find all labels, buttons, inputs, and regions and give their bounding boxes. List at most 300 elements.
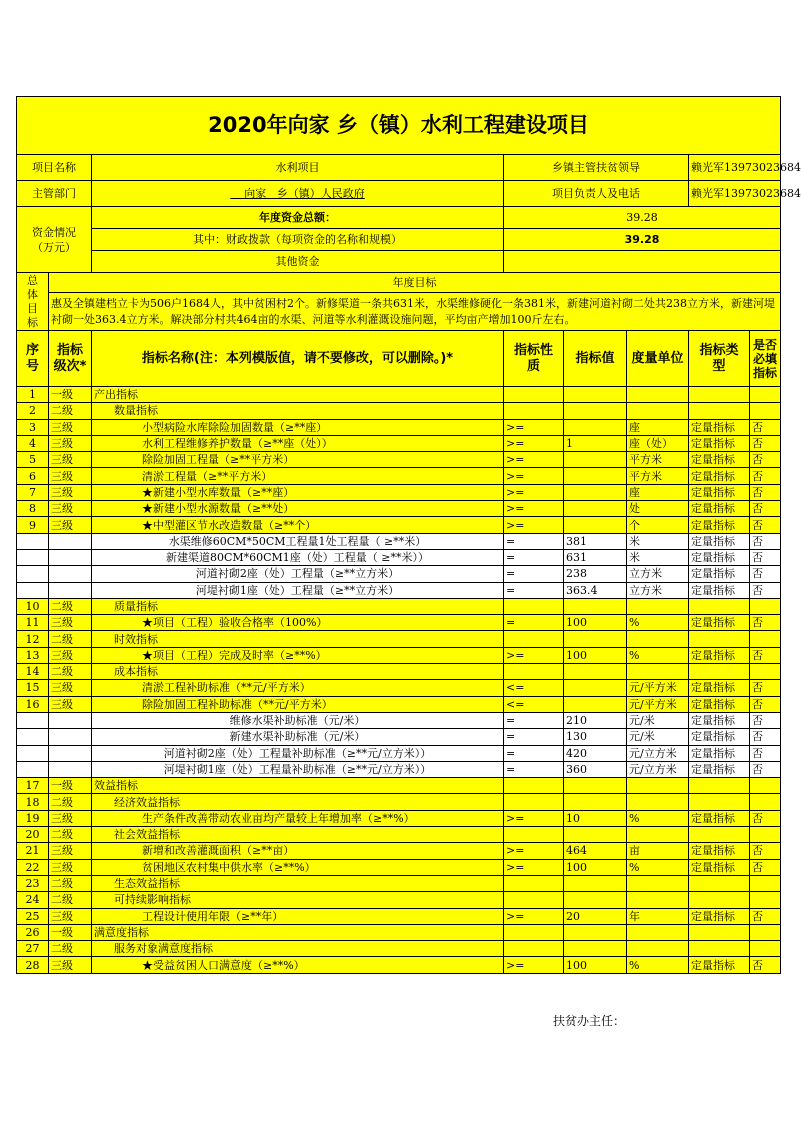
row-name: 时效指标 — [92, 631, 504, 647]
row-value: 100 — [564, 615, 627, 631]
row-unit: 米 — [627, 549, 689, 565]
row-nature: = — [504, 729, 564, 745]
col-value: 指标值 — [564, 331, 627, 387]
row-unit: 平方米 — [627, 468, 689, 484]
row-required: 否 — [750, 908, 781, 924]
row-nature: >= — [504, 468, 564, 484]
indicator-row — [17, 924, 781, 940]
row-nature: = — [504, 745, 564, 761]
indicator-row — [17, 517, 781, 533]
row-value — [564, 680, 627, 696]
row-unit — [627, 941, 689, 957]
goal-header: 年度目标 — [49, 273, 781, 293]
row-type — [689, 403, 750, 419]
row-level: 三级 — [49, 908, 92, 924]
row-seq: 18 — [17, 794, 49, 810]
indicator-row — [17, 468, 781, 484]
goal-side-label: 总 体 目 标 — [17, 273, 49, 331]
row-type: 定量指标 — [689, 761, 750, 777]
row-nature: = — [504, 533, 564, 549]
row-required — [750, 403, 781, 419]
person-value: 赖光军13973023684 — [689, 181, 781, 207]
indicator-row — [17, 892, 781, 908]
row-name: 除险加固工程补助标准（**元/平方米） — [92, 696, 504, 712]
row-seq: 2 — [17, 403, 49, 419]
row-seq: 14 — [17, 664, 49, 680]
row-nature — [504, 875, 564, 891]
row-seq: 5 — [17, 452, 49, 468]
row-nature — [504, 827, 564, 843]
row-value: 360 — [564, 761, 627, 777]
row-nature: >= — [504, 957, 564, 973]
row-value — [564, 664, 627, 680]
row-required — [750, 875, 781, 891]
row-required — [750, 664, 781, 680]
row-name: 小型病险水库除险加固数量（≥**座） — [92, 419, 504, 435]
row-unit: 立方米 — [627, 566, 689, 582]
row-unit: % — [627, 859, 689, 875]
row-required: 否 — [750, 680, 781, 696]
footer-signature: 扶贫办主任： — [553, 1014, 626, 1028]
row-unit: 元/米 — [627, 729, 689, 745]
row-seq: 10 — [17, 598, 49, 614]
row-nature: >= — [504, 908, 564, 924]
dept-value-text: 向家 乡（镇）人民政府 — [230, 187, 365, 200]
row-nature — [504, 631, 564, 647]
row-type: 定量指标 — [689, 859, 750, 875]
row-value — [564, 892, 627, 908]
row-unit: 处 — [627, 501, 689, 517]
row-value — [564, 501, 627, 517]
indicator-row — [17, 615, 781, 631]
row-value: 363.4 — [564, 582, 627, 598]
row-seq: 3 — [17, 419, 49, 435]
row-seq — [17, 729, 49, 745]
row-level: 三级 — [49, 680, 92, 696]
row-unit: 座 — [627, 484, 689, 500]
row-nature: >= — [504, 810, 564, 826]
row-seq: 9 — [17, 517, 49, 533]
row-unit — [627, 631, 689, 647]
goal-text: 惠及全镇建档立卡为506户1684人，其中贫困村2个。新修渠道一条共631米，水渠维修硬化一条381米，新建河道衬砌二处共238立方米，新建河堤衬砌一处363.4立方米。解决部分村共464亩的水渠、河道等水利灌溉设施问题，平均亩产增加100斤左右。 — [49, 293, 781, 331]
row-type: 定量指标 — [689, 696, 750, 712]
row-level: 二级 — [49, 794, 92, 810]
row-seq: 24 — [17, 892, 49, 908]
row-level: 三级 — [49, 859, 92, 875]
row-type: 定量指标 — [689, 468, 750, 484]
row-unit — [627, 924, 689, 940]
row-unit — [627, 778, 689, 794]
row-type — [689, 827, 750, 843]
row-value — [564, 598, 627, 614]
indicator-row — [17, 908, 781, 924]
row-value: 381 — [564, 533, 627, 549]
row-nature: = — [504, 615, 564, 631]
row-nature: >= — [504, 859, 564, 875]
row-nature — [504, 941, 564, 957]
row-seq — [17, 712, 49, 728]
row-seq — [17, 533, 49, 549]
row-seq: 8 — [17, 501, 49, 517]
row-required: 否 — [750, 517, 781, 533]
row-level: 三级 — [49, 696, 92, 712]
row-type — [689, 924, 750, 940]
row-required — [750, 631, 781, 647]
row-unit: 元/立方米 — [627, 761, 689, 777]
row-nature: <= — [504, 696, 564, 712]
funds-total-value: 39.28 — [504, 207, 781, 229]
row-type: 定量指标 — [689, 615, 750, 631]
row-unit: 立方米 — [627, 582, 689, 598]
row-nature: >= — [504, 484, 564, 500]
row-level: 二级 — [49, 941, 92, 957]
row-name: 社会效益指标 — [92, 827, 504, 843]
row-value — [564, 419, 627, 435]
row-level: 二级 — [49, 403, 92, 419]
row-required — [750, 598, 781, 614]
row-unit: 座 — [627, 419, 689, 435]
indicator-row — [17, 631, 781, 647]
row-value — [564, 403, 627, 419]
row-level: 三级 — [49, 810, 92, 826]
row-type — [689, 664, 750, 680]
row-unit: 米 — [627, 533, 689, 549]
row-type: 定量指标 — [689, 501, 750, 517]
row-unit: 个 — [627, 517, 689, 533]
row-required: 否 — [750, 452, 781, 468]
row-level — [49, 712, 92, 728]
funds-other-value — [504, 251, 781, 273]
row-required: 否 — [750, 615, 781, 631]
row-name: 生态效益指标 — [92, 875, 504, 891]
row-seq — [17, 566, 49, 582]
row-name: 经济效益指标 — [92, 794, 504, 810]
indicator-row — [17, 843, 781, 859]
indicator-row — [17, 435, 781, 451]
row-required: 否 — [750, 712, 781, 728]
col-name: 指标名称(注：本列模版值，请不要修改，可以删除。)* — [92, 331, 504, 387]
row-required — [750, 941, 781, 957]
row-seq: 26 — [17, 924, 49, 940]
indicator-row — [17, 680, 781, 696]
row-required: 否 — [750, 859, 781, 875]
funds-other-label: 其他资金 — [92, 251, 504, 273]
indicator-row — [17, 452, 781, 468]
row-seq: 28 — [17, 957, 49, 973]
row-seq: 7 — [17, 484, 49, 500]
row-type: 定量指标 — [689, 484, 750, 500]
row-unit — [627, 892, 689, 908]
row-value: 210 — [564, 712, 627, 728]
col-seq: 序 号 — [17, 331, 49, 387]
row-type: 定量指标 — [689, 647, 750, 663]
row-level: 二级 — [49, 827, 92, 843]
row-unit — [627, 598, 689, 614]
row-required: 否 — [750, 582, 781, 598]
row-required — [750, 827, 781, 843]
row-required: 否 — [750, 647, 781, 663]
row-required — [750, 924, 781, 940]
row-name: 成本指标 — [92, 664, 504, 680]
row-nature: = — [504, 566, 564, 582]
col-unit: 度量单位 — [627, 331, 689, 387]
row-value: 10 — [564, 810, 627, 826]
row-level: 二级 — [49, 631, 92, 647]
row-nature: >= — [504, 419, 564, 435]
row-required: 否 — [750, 843, 781, 859]
row-seq — [17, 745, 49, 761]
dept-value — [92, 181, 504, 207]
row-seq: 27 — [17, 941, 49, 957]
row-seq: 23 — [17, 875, 49, 891]
row-seq: 17 — [17, 778, 49, 794]
row-type: 定量指标 — [689, 582, 750, 598]
row-nature — [504, 794, 564, 810]
row-unit: 元/立方米 — [627, 745, 689, 761]
row-required: 否 — [750, 468, 781, 484]
indicator-row — [17, 778, 781, 794]
indicator-row — [17, 794, 781, 810]
row-unit — [627, 387, 689, 403]
indicator-row — [17, 582, 781, 598]
row-value — [564, 875, 627, 891]
row-required: 否 — [750, 696, 781, 712]
row-type — [689, 598, 750, 614]
row-type — [689, 387, 750, 403]
row-unit: % — [627, 615, 689, 631]
row-name: 水渠维修60CM*50CM工程量1处工程量（ ≥**米） — [92, 533, 504, 549]
person-label: 项目负责人及电话 — [504, 181, 689, 207]
row-type — [689, 631, 750, 647]
row-type: 定量指标 — [689, 549, 750, 565]
row-type: 定量指标 — [689, 712, 750, 728]
row-seq: 4 — [17, 435, 49, 451]
row-name: 新建水渠补助标准（元/米） — [92, 729, 504, 745]
row-name: 质量指标 — [92, 598, 504, 614]
indicator-row — [17, 957, 781, 973]
row-level: 三级 — [49, 419, 92, 435]
row-value: 20 — [564, 908, 627, 924]
row-value — [564, 631, 627, 647]
row-value: 100 — [564, 647, 627, 663]
row-value — [564, 468, 627, 484]
row-value: 100 — [564, 859, 627, 875]
row-name: 数量指标 — [92, 403, 504, 419]
row-type: 定量指标 — [689, 435, 750, 451]
row-type: 定量指标 — [689, 729, 750, 745]
row-required: 否 — [750, 533, 781, 549]
row-type: 定量指标 — [689, 745, 750, 761]
row-required: 否 — [750, 549, 781, 565]
indicator-row — [17, 598, 781, 614]
row-value — [564, 387, 627, 403]
row-type — [689, 794, 750, 810]
row-required: 否 — [750, 745, 781, 761]
row-required — [750, 387, 781, 403]
row-name: ★项目（工程）验收合格率（100%） — [92, 615, 504, 631]
row-required — [750, 778, 781, 794]
col-type: 指标类 型 — [689, 331, 750, 387]
row-unit — [627, 403, 689, 419]
row-value — [564, 794, 627, 810]
row-level: 一级 — [49, 387, 92, 403]
row-type: 定量指标 — [689, 810, 750, 826]
col-required: 是否 必填 指标 — [750, 331, 781, 387]
row-value — [564, 696, 627, 712]
row-value: 1 — [564, 435, 627, 451]
row-nature — [504, 664, 564, 680]
row-name: 河堤衬砌1座（处）工程量（≥**立方米） — [92, 582, 504, 598]
row-level: 三级 — [49, 517, 92, 533]
row-name: 产出指标 — [92, 387, 504, 403]
indicator-row — [17, 647, 781, 663]
indicator-row — [17, 533, 781, 549]
indicator-row — [17, 566, 781, 582]
row-level: 二级 — [49, 892, 92, 908]
row-required: 否 — [750, 729, 781, 745]
row-level: 二级 — [49, 664, 92, 680]
row-name: 除险加固工程量（≥**平方米） — [92, 452, 504, 468]
row-unit: 平方米 — [627, 452, 689, 468]
row-level: 三级 — [49, 484, 92, 500]
row-level — [49, 729, 92, 745]
indicator-row — [17, 501, 781, 517]
row-unit: 元/平方米 — [627, 680, 689, 696]
row-name: 生产条件改善带动农业亩均产量较上年增加率（≥**%） — [92, 810, 504, 826]
row-unit — [627, 794, 689, 810]
indicator-row — [17, 941, 781, 957]
indicator-row — [17, 810, 781, 826]
row-name: 新建渠道80CM*60CM1座（处）工程量（ ≥**米）） — [92, 549, 504, 565]
row-unit: 亩 — [627, 843, 689, 859]
row-type: 定量指标 — [689, 908, 750, 924]
row-unit: 座（处） — [627, 435, 689, 451]
row-level — [49, 582, 92, 598]
project-name-label: 项目名称 — [17, 155, 92, 181]
row-unit — [627, 664, 689, 680]
sheet — [16, 96, 801, 974]
row-required: 否 — [750, 435, 781, 451]
row-type: 定量指标 — [689, 566, 750, 582]
funds-fiscal-value: 39.28 — [504, 229, 781, 251]
indicator-row — [17, 696, 781, 712]
row-value: 238 — [564, 566, 627, 582]
row-level: 三级 — [49, 452, 92, 468]
row-name: 河道衬砌2座（处）工程量（≥**立方米） — [92, 566, 504, 582]
row-value — [564, 452, 627, 468]
row-level: 二级 — [49, 875, 92, 891]
row-seq: 21 — [17, 843, 49, 859]
row-value — [564, 517, 627, 533]
row-unit: % — [627, 810, 689, 826]
row-name: 可持续影响指标 — [92, 892, 504, 908]
row-nature: <= — [504, 680, 564, 696]
row-name: 贫困地区农村集中供水率（≥**%） — [92, 859, 504, 875]
row-name: 清淤工程量（≥**平方米） — [92, 468, 504, 484]
row-nature — [504, 403, 564, 419]
row-level: 三级 — [49, 501, 92, 517]
row-name: 河堤衬砌1座（处）工程量补助标准（≥**元/立方米）） — [92, 761, 504, 777]
row-name: ★受益贫困人口满意度（≥**%） — [92, 957, 504, 973]
row-level: 二级 — [49, 598, 92, 614]
row-name: 维修水渠补助标准（元/米） — [92, 712, 504, 728]
row-level: 三级 — [49, 468, 92, 484]
row-seq: 22 — [17, 859, 49, 875]
indicator-row — [17, 387, 781, 403]
row-name: ★新建小型水源数量（≥**处） — [92, 501, 504, 517]
row-nature — [504, 924, 564, 940]
funds-fiscal-label: 其中：财政拨款（每项资金的名称和规模） — [92, 229, 504, 251]
row-name: 工程设计使用年限（≥**年） — [92, 908, 504, 924]
row-required: 否 — [750, 810, 781, 826]
row-nature: >= — [504, 517, 564, 533]
row-nature: >= — [504, 452, 564, 468]
row-value: 100 — [564, 957, 627, 973]
row-name: ★新建小型水库数量（≥**座） — [92, 484, 504, 500]
leader-value: 赖光军13973023684 — [689, 155, 781, 181]
row-value — [564, 778, 627, 794]
row-level — [49, 533, 92, 549]
row-unit: 年 — [627, 908, 689, 924]
row-name: 清淤工程补助标准（**元/平方米） — [92, 680, 504, 696]
row-nature — [504, 598, 564, 614]
row-type — [689, 875, 750, 891]
row-level: 三级 — [49, 843, 92, 859]
leader-label: 乡镇主管扶贫领导 — [504, 155, 689, 181]
row-type: 定量指标 — [689, 419, 750, 435]
row-nature — [504, 892, 564, 908]
row-seq: 15 — [17, 680, 49, 696]
row-seq: 6 — [17, 468, 49, 484]
row-type — [689, 778, 750, 794]
row-level: 一级 — [49, 924, 92, 940]
row-nature: = — [504, 761, 564, 777]
row-required: 否 — [750, 957, 781, 973]
row-seq: 12 — [17, 631, 49, 647]
col-level: 指标 级次* — [49, 331, 92, 387]
row-type — [689, 941, 750, 957]
row-level — [49, 745, 92, 761]
row-seq: 11 — [17, 615, 49, 631]
row-required: 否 — [750, 419, 781, 435]
row-unit — [627, 827, 689, 843]
row-nature: >= — [504, 435, 564, 451]
row-nature: >= — [504, 647, 564, 663]
row-unit: % — [627, 647, 689, 663]
row-type: 定量指标 — [689, 680, 750, 696]
row-nature — [504, 778, 564, 794]
row-value: 631 — [564, 549, 627, 565]
row-type: 定量指标 — [689, 517, 750, 533]
col-nature: 指标性 质 — [504, 331, 564, 387]
row-unit: % — [627, 957, 689, 973]
row-level: 三级 — [49, 435, 92, 451]
row-name: 服务对象满意度指标 — [92, 941, 504, 957]
row-name: 水利工程维修养护数量（≥**座（处）） — [92, 435, 504, 451]
row-level — [49, 761, 92, 777]
row-value: 464 — [564, 843, 627, 859]
indicator-row — [17, 549, 781, 565]
page-title: 2020年向家 乡（镇）水利工程建设项目 — [17, 97, 781, 155]
project-name-value: 水利项目 — [92, 155, 504, 181]
row-name: ★中型灌区节水改造数量（≥**个） — [92, 517, 504, 533]
indicator-row — [17, 745, 781, 761]
indicator-row — [17, 712, 781, 728]
indicator-row — [17, 729, 781, 745]
indicator-row — [17, 664, 781, 680]
row-name: 满意度指标 — [92, 924, 504, 940]
indicator-row — [17, 761, 781, 777]
